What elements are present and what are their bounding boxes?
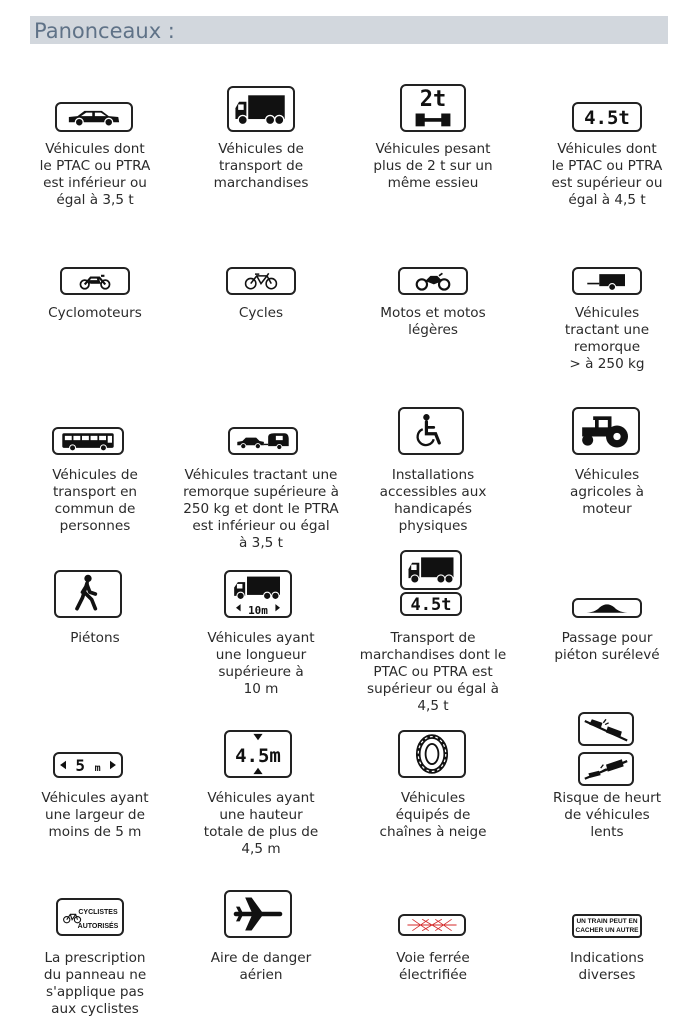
plate — [224, 890, 292, 938]
bus-icon — [54, 429, 122, 453]
axle-weight-value: 2t — [419, 87, 447, 112]
plate-line-1: UN TRAIN PEUT EN — [576, 918, 638, 925]
panel-caption: Indications diverses — [570, 950, 644, 983]
panel-caption: Véhicules ayant une longueur supérieure à 10 m — [207, 630, 315, 697]
plate — [52, 427, 124, 455]
plate — [572, 267, 642, 295]
plate — [56, 898, 124, 936]
weight-value: 4.5t — [410, 595, 452, 615]
panel-caption: Véhicules pesant plus de 2 t sur un même essieu — [373, 141, 493, 191]
plate-weight — [400, 592, 462, 616]
length-value: 10m — [248, 604, 268, 617]
panel-caption: Risque de heurt de véhicules lents — [552, 790, 662, 840]
panel-caption: Véhicules agricoles à moteur — [570, 467, 644, 517]
plate — [55, 102, 133, 132]
weight-value: 4.5t — [584, 107, 630, 129]
plate — [54, 570, 122, 618]
plate — [224, 570, 292, 618]
pedestrian-icon — [56, 572, 120, 616]
panel-caption: Motos et motos légères — [380, 305, 486, 338]
wheelchair-icon — [400, 409, 462, 453]
panel-caption: Transport de marchandises dont le PTAC ou PTRA est supérieur ou égal à 4,5 t — [359, 630, 507, 714]
panel-caption: Installations accessibles aux handicapés physiques — [379, 467, 487, 534]
panel-caption: Véhicules dont le PTAC ou PTRA est supérieur ou égal à 4,5 t — [551, 141, 663, 208]
plate — [572, 102, 642, 132]
panel-caption: Véhicules de transport en commun de personnes — [52, 467, 138, 534]
trailer-icon — [574, 269, 640, 293]
section-title: Panonceaux : — [34, 19, 175, 43]
plate — [60, 267, 130, 295]
plate — [400, 84, 466, 132]
tractor-icon — [574, 409, 638, 453]
plate-line-2: AUTORISÉS — [77, 923, 119, 930]
panel-caption: Véhicules ayant une hauteur totale de plus de 4,5 m — [203, 790, 319, 857]
panel-caption: Cycles — [238, 305, 284, 321]
airplane-icon — [226, 892, 290, 936]
plate — [224, 730, 292, 778]
motorcycle-icon — [400, 269, 466, 293]
panel-caption: Piétons — [70, 630, 120, 646]
axle-icon — [402, 86, 464, 130]
plate-line-1: CYCLISTES — [78, 909, 118, 916]
plate-top — [578, 712, 634, 746]
plate — [226, 267, 296, 295]
panel-caption: Cyclomoteurs — [48, 305, 142, 321]
panel-caption: Aire de danger aérien — [210, 950, 312, 983]
plate-truck — [400, 550, 462, 590]
collision-icon — [580, 754, 632, 784]
plate — [53, 752, 123, 778]
panel-caption: Véhicules tractant une remorque > à 250 kg — [564, 305, 650, 372]
collision-icon — [580, 714, 632, 744]
plate-bottom — [578, 752, 634, 786]
bicycle-icon — [228, 269, 294, 293]
snow-chain-icon — [400, 732, 464, 776]
height-value: 4.5m — [235, 745, 281, 767]
truck-icon — [229, 88, 293, 130]
plate — [572, 598, 642, 618]
panel-caption: Passage pour piéton surélevé — [554, 630, 660, 663]
plate — [398, 407, 464, 455]
car-caravan-icon — [230, 429, 296, 453]
panel-caption: Véhicules équipés de chaînes à neige — [379, 790, 487, 840]
car-icon — [57, 104, 131, 130]
width-number: 5 — [75, 756, 85, 775]
panel-caption: Véhicules dont le PTAC ou PTRA est inférieur ou égal à 3,5 t — [39, 141, 151, 208]
plate — [398, 914, 466, 936]
plate — [227, 86, 295, 132]
panel-caption: La prescription du panneau ne s'applique pas aux cyclistes — [43, 950, 147, 1017]
panel-caption: Véhicules ayant une largeur de moins de 5 m — [41, 790, 149, 840]
section-header — [30, 16, 668, 44]
panel-caption: Voie ferrée électrifiée — [396, 950, 470, 983]
plate — [228, 427, 298, 455]
moped-icon — [62, 269, 128, 293]
width-value — [55, 756, 121, 778]
plate — [572, 407, 640, 455]
plate — [398, 267, 468, 295]
width-unit: m — [94, 763, 101, 774]
panel-caption: Véhicules tractant une remorque supérieure à 250 kg et dont le PTRA est inférieur ou égal à 3,5 t — [183, 467, 339, 551]
plate — [398, 730, 466, 778]
truck-icon — [402, 552, 460, 588]
panel-caption: Véhicules de transport de marchandises — [213, 141, 309, 191]
plate-line-2: CACHER UN AUTRE — [575, 927, 639, 934]
plate — [572, 914, 642, 938]
electric-lines-icon — [400, 916, 464, 934]
speed-hump-icon — [574, 600, 640, 616]
